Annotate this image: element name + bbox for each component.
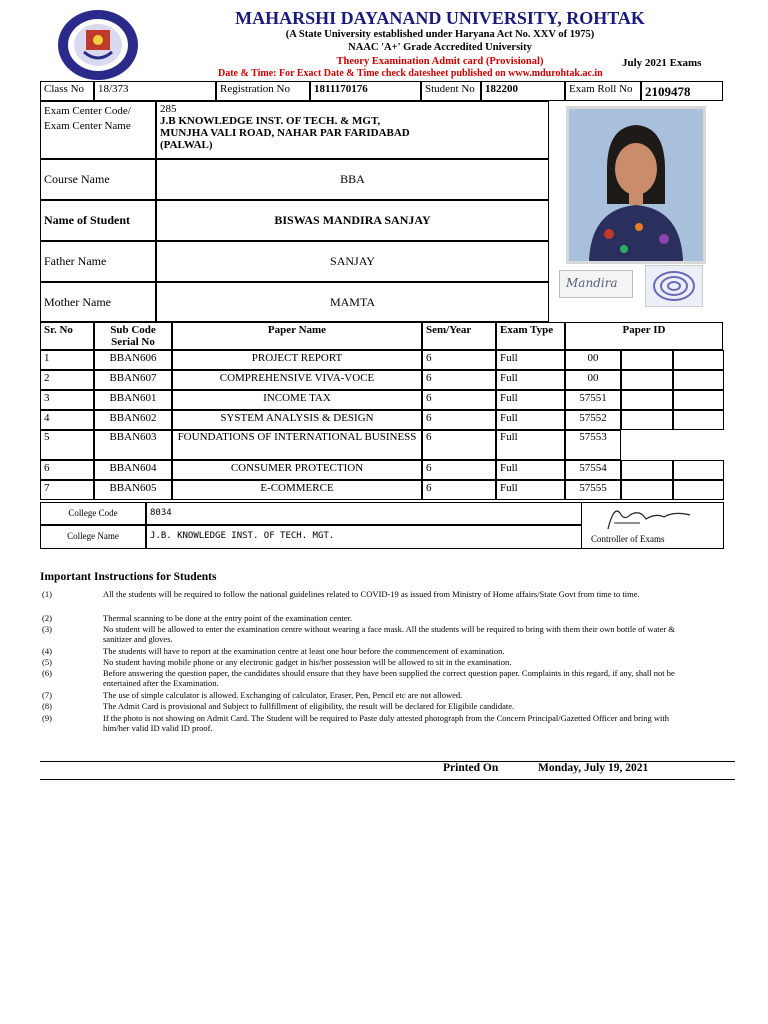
student-no-label: Student No bbox=[421, 81, 481, 101]
exam-roll-label: Exam Roll No bbox=[565, 81, 641, 101]
paper-sem: 6 bbox=[422, 370, 496, 390]
established-line: (A State University established under Haryana Act No. XXV of 1975) bbox=[285, 29, 595, 40]
paper-id-empty-box bbox=[673, 390, 724, 410]
college-code-label: College Code bbox=[40, 502, 146, 525]
paper-sem: 6 bbox=[422, 460, 496, 480]
college-name: J.B. KNOWLEDGE INST. OF TECH. MGT. bbox=[146, 525, 582, 549]
paper-id-empty-box bbox=[621, 390, 673, 410]
paper-id-empty-box bbox=[673, 480, 724, 500]
paper-type: Full bbox=[496, 430, 565, 460]
col-exam-type: Exam Type bbox=[496, 322, 565, 350]
instruction-number: (5) bbox=[42, 657, 52, 667]
paper-name: COMPREHENSIVE VIVA-VOCE bbox=[172, 370, 422, 390]
exam-roll-no: 2109478 bbox=[641, 81, 723, 101]
center-line2: MUNJHA VALI ROAD, NAHAR PAR FARIDABAD bbox=[160, 127, 410, 139]
paper-id-empty-box bbox=[673, 370, 724, 390]
paper-sem: 6 bbox=[422, 430, 496, 460]
paper-name: SYSTEM ANALYSIS & DESIGN bbox=[172, 410, 422, 430]
col-paper-id: Paper ID bbox=[565, 322, 723, 350]
paper-id: 00 bbox=[565, 370, 621, 390]
father-label: Father Name bbox=[40, 241, 156, 282]
instruction-text: Before answering the question paper, the candidates should ensure that they have been supplied the correct question paper. Complaints in this regard, if any, shall not be entertained after the Examination. bbox=[103, 668, 675, 688]
col-sub-code bbox=[94, 322, 172, 350]
paper-id: 57552 bbox=[565, 410, 621, 430]
instruction-text: The Admit Card is provisional and Subject to fullfillment of eligibility, the result will be declared for Eligibile candidate. bbox=[103, 701, 515, 711]
paper-name: CONSUMER PROTECTION bbox=[172, 460, 422, 480]
paper-code: BBAN606 bbox=[94, 350, 172, 370]
class-no: 18/373 bbox=[94, 81, 216, 101]
class-no-label: Class No bbox=[40, 81, 94, 101]
student-photo bbox=[566, 106, 706, 264]
paper-type: Full bbox=[496, 480, 565, 500]
paper-type: Full bbox=[496, 460, 565, 480]
instruction-text: The use of simple calculator is allowed. Exchanging of calculator, Eraser, Pen, Pencil etc are not allowed. bbox=[103, 690, 463, 700]
paper-name: FOUNDATIONS OF INTERNATIONAL BUSINESS bbox=[172, 430, 422, 460]
paper-name: E-COMMERCE bbox=[172, 480, 422, 500]
course-label: Course Name bbox=[40, 159, 156, 200]
paper-type: Full bbox=[496, 370, 565, 390]
controller-label: Controller of Exams bbox=[591, 534, 665, 544]
instruction-number: (2) bbox=[42, 613, 52, 623]
center-label bbox=[40, 101, 156, 159]
paper-sr: 3 bbox=[40, 390, 94, 410]
paper-code: BBAN602 bbox=[94, 410, 172, 430]
student-label: Name of Student bbox=[40, 200, 156, 241]
paper-id: 57553 bbox=[565, 430, 621, 460]
paper-sem: 6 bbox=[422, 480, 496, 500]
paper-sr: 4 bbox=[40, 410, 94, 430]
paper-sr: 6 bbox=[40, 460, 94, 480]
course-name: BBA bbox=[156, 159, 549, 200]
datetime-note: Date & Time: For Exact Date & Time check datesheet published on www.mdurohtak.ac.in bbox=[218, 68, 603, 79]
college-name-label: College Name bbox=[40, 525, 146, 549]
university-title: MAHARSHI DAYANAND UNIVERSITY, ROHTAK bbox=[235, 8, 645, 28]
paper-name: PROJECT REPORT bbox=[172, 350, 422, 370]
col-paper-name: Paper Name bbox=[172, 322, 422, 350]
instruction-number: (3) bbox=[42, 624, 52, 634]
paper-sr: 5 bbox=[40, 430, 94, 460]
center-line1: J.B KNOWLEDGE INST. OF TECH. & MGT, bbox=[160, 115, 381, 127]
paper-code: BBAN605 bbox=[94, 480, 172, 500]
college-code: 8034 bbox=[146, 502, 582, 525]
paper-id-empty-box bbox=[621, 460, 673, 480]
student-signature bbox=[559, 270, 633, 298]
paper-id-empty-box bbox=[621, 480, 673, 500]
paper-id-empty-box bbox=[621, 350, 673, 370]
footer-bottom-rule bbox=[40, 779, 735, 780]
instruction-number: (6) bbox=[42, 668, 52, 678]
instruction-number: (9) bbox=[42, 713, 52, 723]
paper-type: Full bbox=[496, 410, 565, 430]
instruction-number: (4) bbox=[42, 646, 52, 656]
paper-code: BBAN601 bbox=[94, 390, 172, 410]
paper-sem: 6 bbox=[422, 350, 496, 370]
paper-sr: 7 bbox=[40, 480, 94, 500]
center-line3: (PALWAL) bbox=[160, 139, 213, 151]
col-sub-code-line1: Sub Code bbox=[110, 324, 156, 336]
paper-id: 00 bbox=[565, 350, 621, 370]
paper-id-empty-box bbox=[673, 350, 724, 370]
paper-id: 57554 bbox=[565, 460, 621, 480]
paper-code: BBAN604 bbox=[94, 460, 172, 480]
center-label-line2: Exam Center Name bbox=[44, 120, 131, 132]
instruction-text: All the students will be required to follow the national guidelines related to COVID-19 as issued from Ministry of Home affairs/State Govt from time to time. bbox=[103, 589, 640, 599]
instruction-text: If the photo is not showing on Admit Card. The Student will be required to Paste duly attested photograph from the Concern Principal/Gazetted Officer and bring with him/her valid ID valid ID proof. bbox=[103, 713, 670, 733]
paper-sem: 6 bbox=[422, 410, 496, 430]
paper-type: Full bbox=[496, 350, 565, 370]
instruction-text: The students will have to report at the examination centre at least one hour before the commencement of examination. bbox=[103, 646, 505, 656]
student-no: 182200 bbox=[481, 81, 565, 101]
paper-sem: 6 bbox=[422, 390, 496, 410]
paper-sr: 1 bbox=[40, 350, 94, 370]
center-code: 285 bbox=[160, 103, 177, 115]
printed-on-label: Printed On bbox=[443, 762, 499, 774]
center-value bbox=[156, 101, 549, 159]
paper-id: 57551 bbox=[565, 390, 621, 410]
paper-code: BBAN607 bbox=[94, 370, 172, 390]
paper-id-empty-box bbox=[673, 460, 724, 480]
naac-line: NAAC 'A+' Grade Accredited University bbox=[348, 42, 532, 53]
student-name: BISWAS MANDIRA SANJAY bbox=[156, 200, 549, 241]
thumb-impression bbox=[645, 265, 703, 307]
col-sr: Sr. No bbox=[40, 322, 94, 350]
mother-label: Mother Name bbox=[40, 282, 156, 322]
paper-id-empty-box bbox=[673, 410, 724, 430]
instruction-text: No student having mobile phone or any electronic gadget in his/her possession will be allowed to sit in the examination. bbox=[103, 657, 512, 667]
card-title: Theory Examination Admit card (Provisional) bbox=[336, 56, 544, 67]
paper-id-empty-box bbox=[621, 370, 673, 390]
instruction-text: No student will be allowed to enter the examination centre without wearing a face mask. All the students will be required to bring with them their own bottle of water & sanitizer and gloves. bbox=[103, 624, 675, 644]
instruction-text: Thermal scanning to be done at the entry point of the examination center. bbox=[103, 613, 353, 623]
exam-session: July 2021 Exams bbox=[622, 57, 702, 69]
controller-signature bbox=[600, 503, 700, 533]
center-label-line1: Exam Center Code/ bbox=[44, 105, 131, 117]
registration-no: 1811170176 bbox=[310, 81, 421, 101]
instruction-number: (7) bbox=[42, 690, 52, 700]
instruction-number: (8) bbox=[42, 701, 52, 711]
paper-sr: 2 bbox=[40, 370, 94, 390]
paper-id: 57555 bbox=[565, 480, 621, 500]
student-signature-text: Mandira bbox=[566, 276, 618, 290]
col-sem: Sem/Year bbox=[422, 322, 496, 350]
paper-code: BBAN603 bbox=[94, 430, 172, 460]
mother-name: MAMTA bbox=[156, 282, 549, 322]
registration-label: Registration No bbox=[216, 81, 310, 101]
instructions-title: Important Instructions for Students bbox=[40, 571, 217, 583]
paper-id-empty-box bbox=[621, 410, 673, 430]
university-logo bbox=[56, 8, 140, 82]
col-sub-code-line2: Serial No bbox=[111, 336, 155, 348]
instruction-number: (1) bbox=[42, 589, 52, 599]
father-name: SANJAY bbox=[156, 241, 549, 282]
printed-on-date: Monday, July 19, 2021 bbox=[538, 762, 649, 774]
paper-name: INCOME TAX bbox=[172, 390, 422, 410]
paper-type: Full bbox=[496, 390, 565, 410]
